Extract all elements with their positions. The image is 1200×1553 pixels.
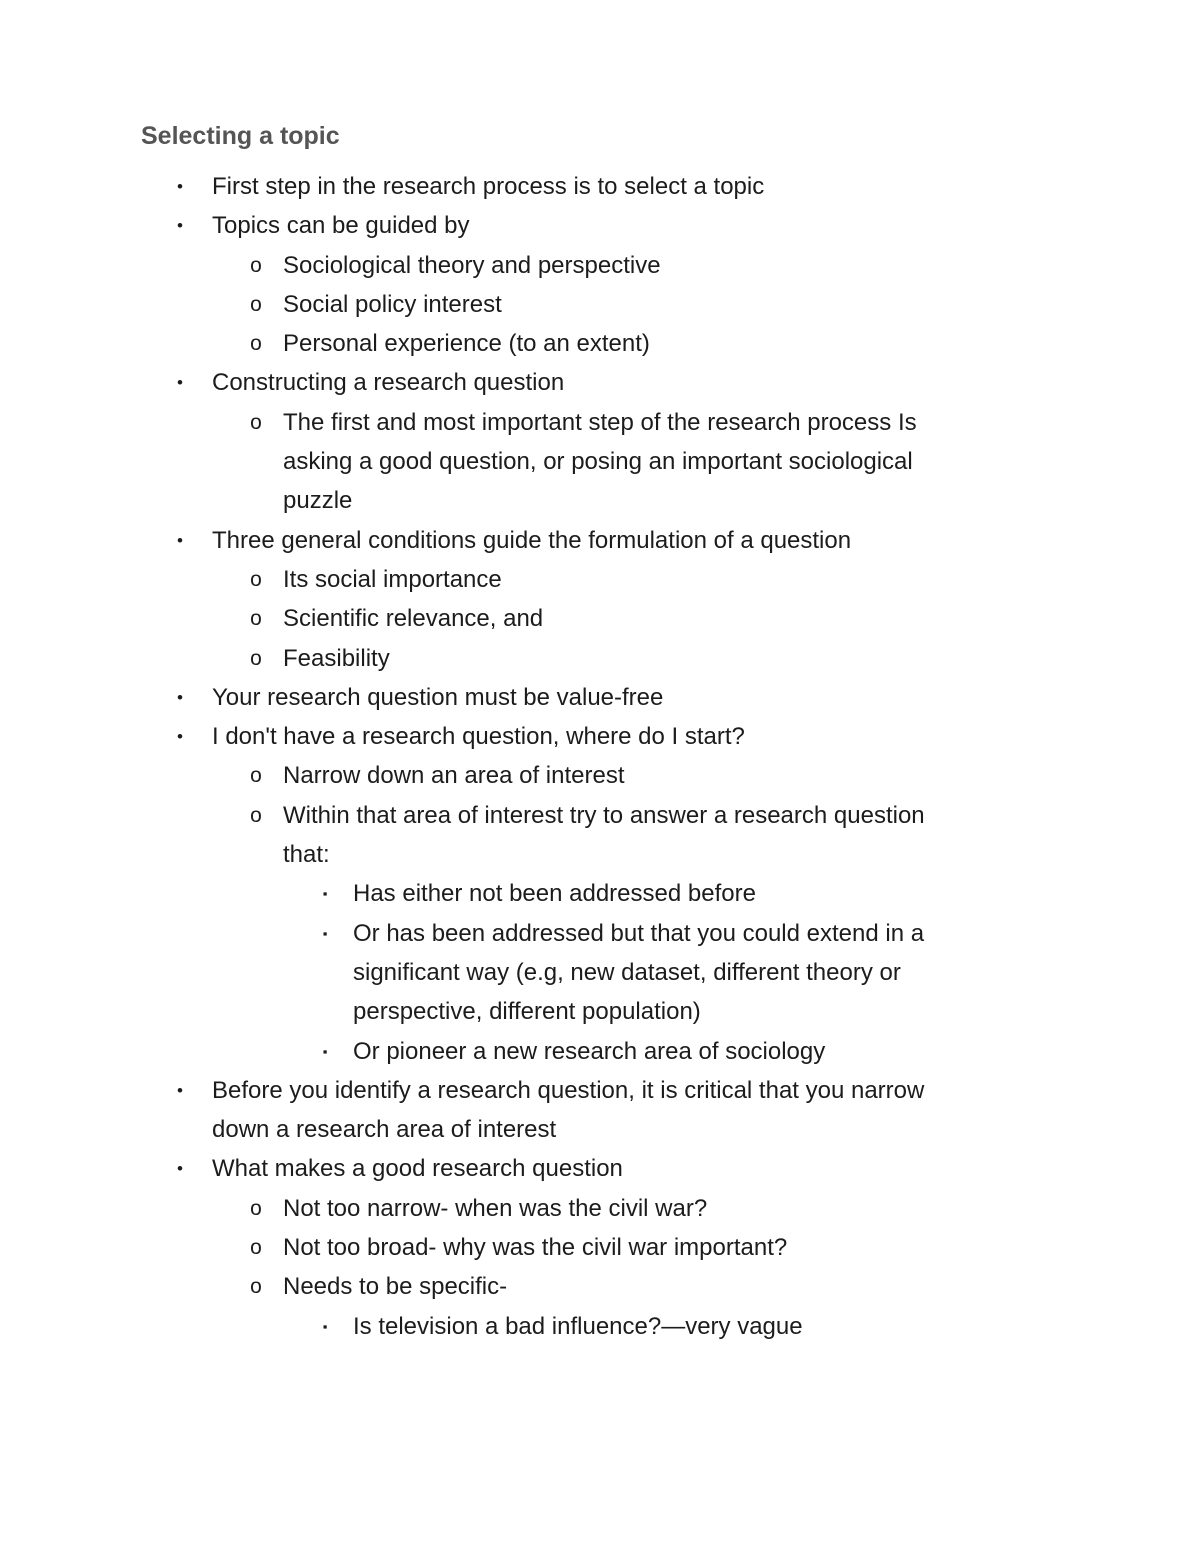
bullet-square-icon: ▪ (322, 886, 328, 902)
bullet-dot-icon: • (177, 1080, 183, 1100)
list-item-text: Before you identify a research question, it is critical that you narrow (212, 1076, 925, 1104)
list-item (0, 363, 1200, 402)
list-item-text: What makes a good research question (212, 1155, 623, 1183)
list-item (0, 756, 1200, 795)
list-item (0, 1228, 1200, 1267)
list-item-continuation (0, 1110, 1200, 1149)
list-item-text: Sociological theory and perspective (283, 251, 661, 279)
list-item-text: Social policy interest (283, 290, 502, 318)
list-item (0, 1032, 1200, 1071)
list-item-text: I don't have a research question, where do I start? (212, 723, 745, 751)
list-item (0, 1149, 1200, 1188)
list-item (0, 796, 1200, 835)
list-item-continuation (0, 442, 1200, 481)
bullet-dot-icon: • (177, 373, 183, 393)
list-item-text: down a research area of interest (212, 1116, 557, 1144)
bullet-square-icon: ▪ (322, 1318, 328, 1334)
bullet-square-icon: ▪ (322, 925, 328, 941)
list-item (0, 914, 1200, 953)
list-item-text: Or has been addressed but that you could extend in a (353, 919, 925, 947)
list-item-text: Not too narrow- when was the civil war? (283, 1194, 708, 1222)
bullet-circle-icon: o (250, 1275, 262, 1299)
bullet-dot-icon: • (177, 727, 183, 747)
bullet-dot-icon: • (177, 177, 183, 196)
list-item-continuation (0, 481, 1200, 520)
bullet-circle-icon: o (250, 607, 262, 631)
bullet-circle-icon: o (250, 410, 262, 434)
list-item (0, 1071, 1200, 1110)
list-item-continuation (0, 835, 1200, 874)
list-item-text: Feasibility (283, 644, 390, 672)
list-item-text: Is television a bad influence?—very vague (353, 1312, 803, 1340)
list-item-text: Narrow down an area of interest (283, 762, 625, 790)
list-item-text: The first and most important step of the research process Is (283, 408, 917, 436)
list-item-text: perspective, different population) (353, 998, 701, 1026)
list-item (0, 324, 1200, 363)
list-item-text: Constructing a research question (212, 369, 565, 397)
list-item (0, 599, 1200, 638)
list-item (0, 1307, 1200, 1346)
list-item-text: First step in the research process is to select a topic (212, 173, 765, 200)
list-item-text: that: (283, 841, 330, 869)
list-item (0, 521, 1200, 560)
list-item (0, 560, 1200, 599)
list-item-continuation (0, 953, 1200, 992)
list-item-continuation (0, 992, 1200, 1031)
list-item-text: puzzle (283, 487, 353, 515)
list-item-text: Or pioneer a new research area of sociology (353, 1037, 826, 1065)
list-item (0, 874, 1200, 913)
list-item-text: asking a good question, or posing an important sociological (283, 448, 913, 476)
list-item (0, 639, 1200, 678)
bullet-square-icon: ▪ (322, 1043, 328, 1059)
list-item-text: Scientific relevance, and (283, 605, 544, 633)
bullet-circle-icon: o (250, 567, 262, 591)
list-item (0, 167, 1200, 206)
list-item (0, 1189, 1200, 1228)
bullet-dot-icon: • (177, 530, 183, 550)
list-item-text: Has either not been addressed before (353, 880, 756, 908)
bullet-circle-icon: o (250, 803, 262, 827)
bullet-outline (0, 167, 1200, 1346)
list-item-text: Within that area of interest try to answer a research question (283, 801, 925, 829)
bullet-circle-icon: o (250, 764, 262, 788)
list-item (0, 678, 1200, 717)
list-item-text: Topics can be guided by (212, 212, 470, 240)
bullet-circle-icon: o (250, 646, 262, 670)
page-title: Selecting a topic (141, 122, 340, 150)
list-item-text: Three general conditions guide the formulation of a question (212, 526, 852, 554)
bullet-dot-icon: • (177, 1159, 183, 1179)
bullet-circle-icon: o (250, 292, 262, 316)
list-item (0, 403, 1200, 442)
bullet-dot-icon: • (177, 216, 183, 236)
list-item (0, 717, 1200, 756)
list-item-text: Not too broad- why was the civil war important? (283, 1234, 788, 1262)
list-item-text: significant way (e.g, new dataset, different theory or (353, 958, 901, 986)
bullet-circle-icon: o (250, 332, 262, 356)
bullet-dot-icon: • (177, 687, 183, 707)
list-item (0, 206, 1200, 245)
list-item-text: Personal experience (to an extent) (283, 330, 650, 358)
list-item-text: Its social importance (283, 565, 502, 593)
list-item-text: Needs to be specific- (283, 1273, 508, 1301)
list-item (0, 1267, 1200, 1306)
bullet-circle-icon: o (250, 1236, 262, 1260)
list-item-text: Your research question must be value-free (212, 683, 664, 711)
list-item (0, 285, 1200, 324)
bullet-circle-icon: o (250, 253, 262, 277)
bullet-circle-icon: o (250, 1196, 262, 1220)
list-item (0, 246, 1200, 285)
